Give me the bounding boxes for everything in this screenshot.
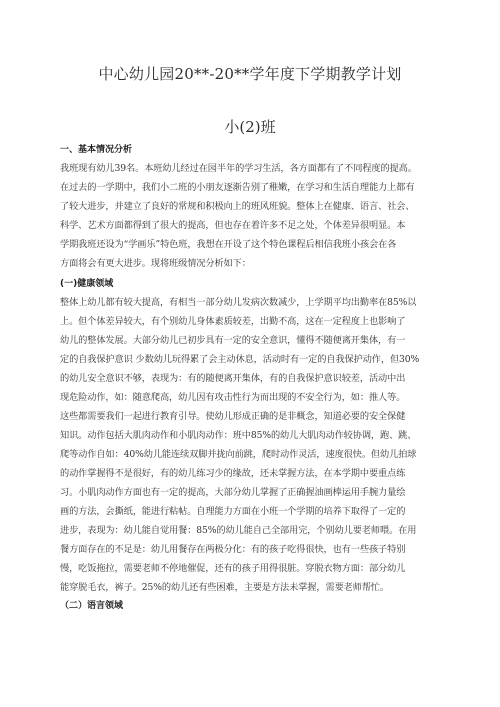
paragraph-line: 整体上幼儿都有较大提高，有相当一部分幼儿发病次数减少，上学期平均出勤率在85%以	[60, 297, 417, 308]
paragraph-line: 画的方法，会撕纸，能进行粘帖。自理能力方面在小班一个学期的培养下取得了一定的	[60, 506, 406, 517]
class-title: 小(2)班	[224, 118, 276, 136]
paragraph-line: 学期我班还设为“学画乐”特色班，我想在开设了这个特色课程后相信我班小孩会在各	[60, 239, 397, 250]
paragraph-line: 爬等动作自如：40%幼儿能连续双脚并拢向前跳，爬时动作灵活，速度很快。但幼儿拍球	[60, 449, 417, 460]
paragraph-line: 方面将会有更大进步。现将班级情况分析如下：	[60, 258, 251, 269]
paragraph-line: 知识。动作包括大肌肉动作和小肌肉动作：班中85%的幼儿大肌肉动作较协调，跑、跳、	[60, 430, 417, 441]
paragraph-line: 科学、艺术方面都得到了很大的提高，但也存在着许多不足之处，个体差异很明显。本	[60, 220, 406, 231]
section-heading-basic-analysis: 一、基本情况分析	[60, 145, 133, 155]
paragraph-line: 现危险动作，如：随意爬高，幼儿因有攻击性行为而出现的不安全行为，如：推人等。	[60, 392, 406, 403]
paragraph-line: 我班现有幼儿39名。本班幼儿经过在园半年的学习生活，各方面都有了不同程度的提高。	[60, 163, 417, 174]
paragraph-line: 了较大进步，并建立了良好的常规和积极向上的班风班貌。整体上在健康、语言、社会、	[60, 201, 415, 212]
paragraph-line: 幼儿的整体发展。大部分幼儿已初步具有一定的安全意识，懂得不随便离开集体，有一	[60, 335, 406, 346]
paragraph-line: 慢，吃饭拖拉，需要老师不停地催促，还有的孩子用得很脏。穿脱衣物方面：部分幼儿	[60, 563, 406, 574]
document-title: 中心幼儿园20**-20**学年度下学期教学计划	[98, 65, 402, 83]
paragraph-line: 在过去的一学期中，我们小二班的小朋友逐渐告别了稚嫩，在学习和生活自理能力上都有	[60, 182, 415, 193]
paragraph-line: 进步，表现为：幼儿能自觉用餐：85%的幼儿能自己全部用完，个别幼儿要老师喂。在用	[60, 525, 417, 536]
section-heading-language: （二）语言领域	[60, 601, 124, 611]
paragraph-line: 能穿脱毛衣，裤子。25%的幼儿还有些困难，主要是方法未掌握，需要老师帮忙。	[60, 582, 390, 593]
paragraph-line: 的动作掌握得不是很好，有的幼儿练习少的缘故，还未掌握方法，在本学期中要重点练	[60, 468, 406, 479]
paragraph-line: 上。但个体差异较大，有个别幼儿身体素质较差，出勤不高，这在一定程度上也影响了	[60, 316, 406, 327]
paragraph-line: 习。小肌肉动作方面也有一定的提高，大部分幼儿掌握了正确握油画棒运用手腕力量绘	[60, 487, 406, 498]
section-heading-health: (一)健康领域	[60, 279, 114, 289]
paragraph-line: 定的自我保护意识 少数幼儿玩得累了会主动休息，活动时有一定的自我保护动作，但30%	[60, 354, 420, 365]
paragraph-line: 餐方面存在的不足是：幼儿用餐存在两极分化：有的孩子吃得很快，也有一些孩子特别	[60, 544, 406, 555]
paragraph-line: 这些都需要我们一起进行教育引导。使幼儿形成正确的是非概念，知道必要的安全保健	[60, 411, 406, 422]
paragraph-line: 的幼儿安全意识不够，表现为：有的随便离开集体，有的自我保护意识较差，活动中出	[60, 373, 406, 384]
